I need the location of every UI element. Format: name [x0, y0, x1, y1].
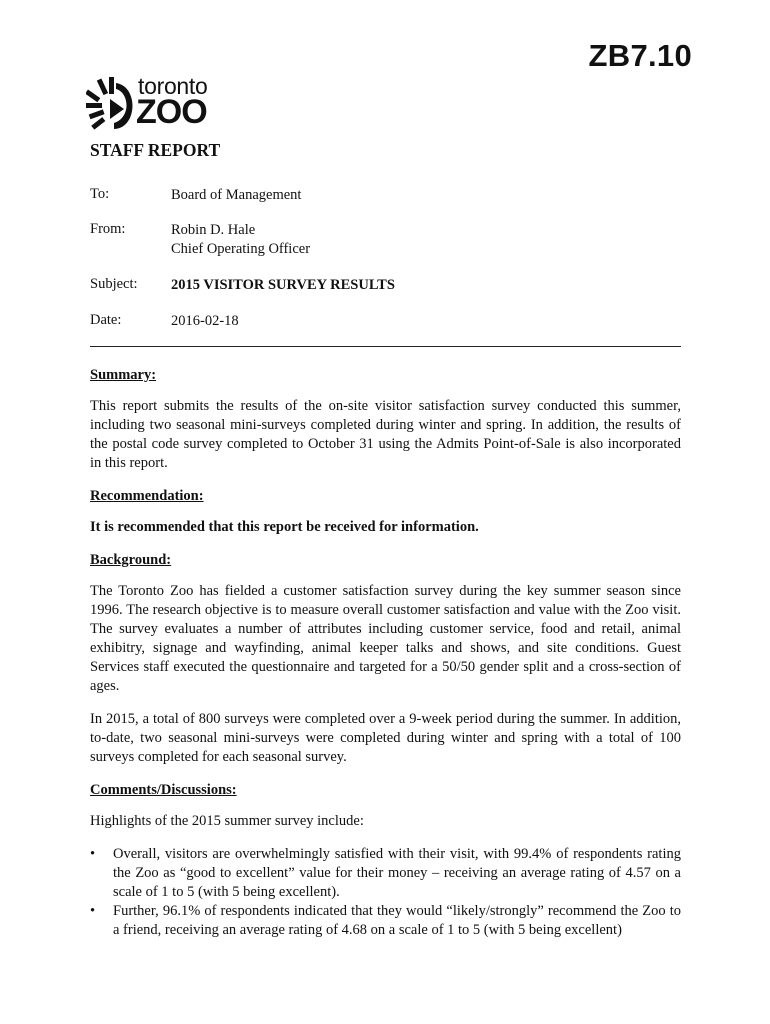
- field-label-subject: Subject:: [90, 276, 138, 292]
- list-item: [90, 902, 681, 940]
- toronto-zoo-logo: [86, 73, 236, 133]
- recommendation-text: It is recommended that this report be received for information.: [90, 519, 479, 535]
- zoo-sun-icon: [86, 77, 134, 133]
- recommendation-heading: Recommendation:: [90, 488, 204, 504]
- document-code: ZB7.10: [588, 38, 692, 73]
- field-value-subject: 2015 VISITOR SURVEY RESULTS: [171, 277, 395, 293]
- field-label-to: To:: [90, 186, 110, 202]
- summary-text: This report submits the results of the on-site visitor satisfaction survey conducted this summer, including two seasonal mini-surveys completed during winter and spring. In addition, the results of the postal code survey completed to October 31 using the Admits Point-of-Sale is also incorporated in this report.: [90, 398, 681, 471]
- bullet-icon: •: [90, 903, 96, 919]
- background-heading: Background:: [90, 552, 172, 568]
- field-label-from: From:: [90, 221, 126, 237]
- from-title: Chief Operating Officer: [171, 241, 311, 257]
- logo-word-toronto: toronto: [138, 73, 208, 99]
- bullet-icon: •: [90, 846, 96, 862]
- list-item-text: Overall, visitors are overwhelmingly satisfied with their visit, with 99.4% of respondents rating the Zoo as “good to excellent” value for their money – receiving an average rating of 4.57 on a scale of 1 to 5 (with 5 being excellent).: [113, 846, 681, 900]
- from-name: Robin D. Hale: [171, 222, 256, 238]
- highlights-list: [90, 845, 681, 940]
- field-label-date: Date:: [90, 312, 122, 328]
- report-body: [90, 366, 681, 940]
- field-value-to: Board of Management: [171, 187, 302, 203]
- list-item: [90, 845, 681, 902]
- report-title: STAFF REPORT: [90, 140, 221, 160]
- field-value-from: [171, 221, 310, 259]
- field-value-date: 2016-02-18: [171, 313, 239, 329]
- logo-word-zoo: ZOO: [136, 93, 207, 131]
- list-item-text: Further, 96.1% of respondents indicated that they would “likely/strongly” recommend the Zoo to a friend, receiving an average rating of 4.68 on a scale of 1 to 5 (with 5 being excellent): [113, 903, 681, 938]
- comments-heading: Comments/Discussions:: [90, 782, 237, 798]
- header-divider: [90, 346, 681, 347]
- background-paragraph-2: In 2015, a total of 800 surveys were completed over a 9-week period during the summer. In addition, to-date, two seasonal mini-surveys were completed during winter and spring with a total of 100 surveys completed for each seasonal survey.: [90, 711, 681, 765]
- comments-intro: Highlights of the 2015 summer survey include:: [90, 813, 364, 829]
- summary-heading: Summary:: [90, 367, 157, 383]
- background-paragraph-1: The Toronto Zoo has fielded a customer satisfaction survey during the key summer season since 1996. The research objective is to measure overall customer satisfaction and value with the Zoo visit. The survey evaluates a number of attributes including customer service, food and retail, animal exhibitry, signage and wayfinding, animal keeper talks and shows, and site conditions. Guest Services staff executed the questionnaire and targeted for a 50/50 gender split and a cross-section of ages.: [90, 583, 681, 694]
